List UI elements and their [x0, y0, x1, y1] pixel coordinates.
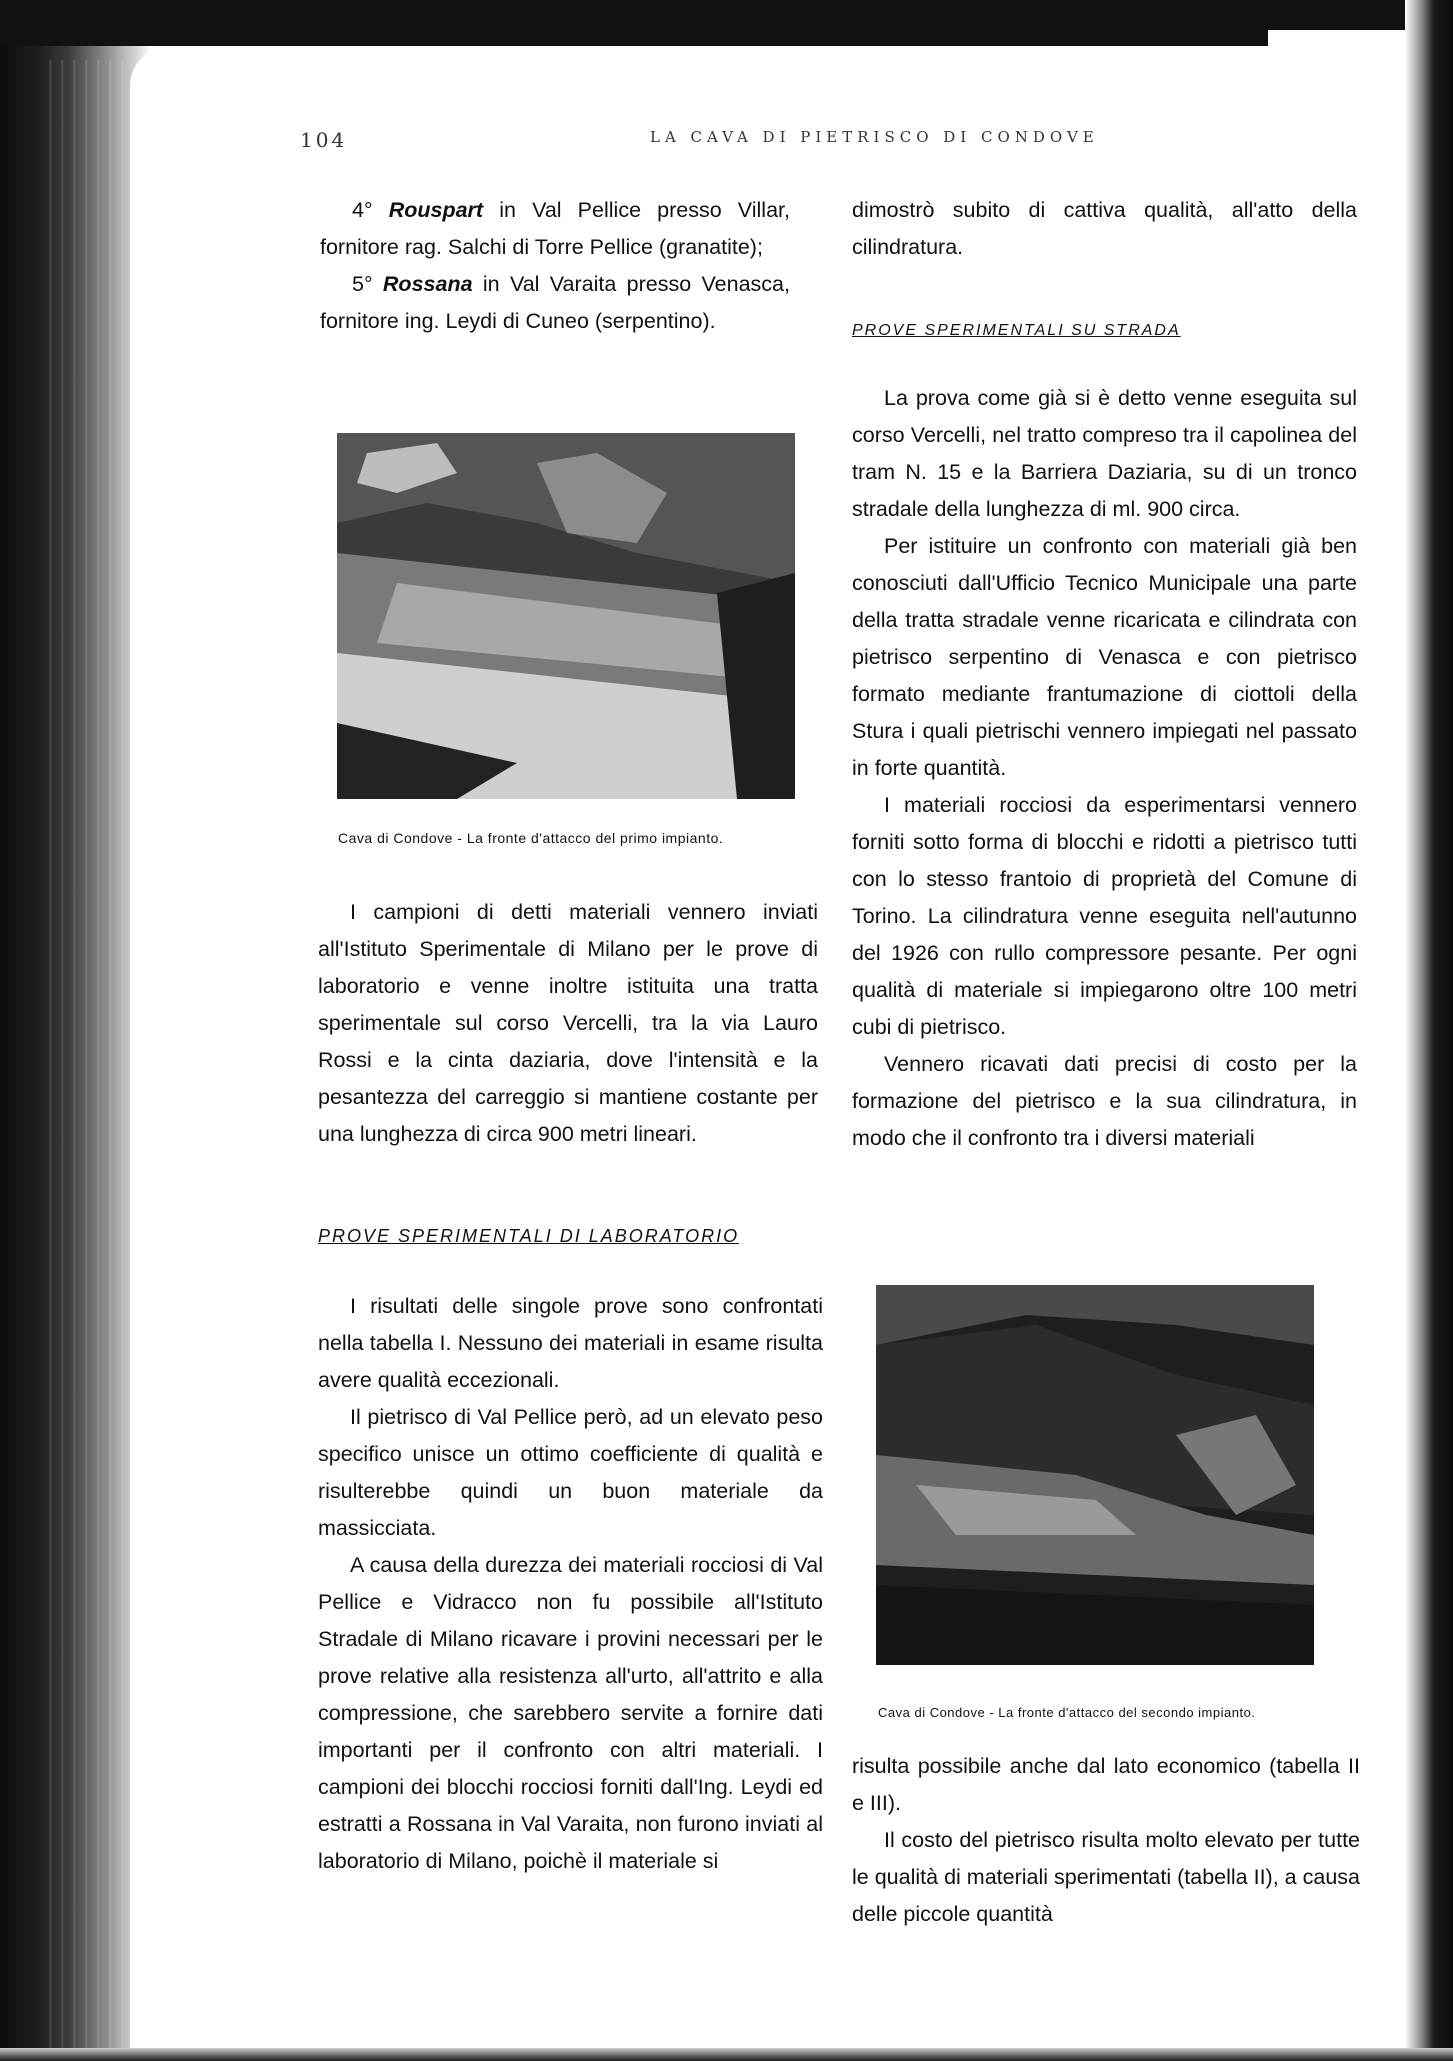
list-text: in Val Pellice presso Villar, fornitore rag. Salchi di Torre Pellice (granatite); [320, 198, 790, 259]
list-number: 5° [352, 272, 373, 296]
list-text: in Val Varaita presso Venasca, fornitore ing. Leydi di Cuneo (serpentino). [320, 272, 790, 333]
list-item-4 [320, 192, 790, 266]
quarry-photo-image [876, 1285, 1314, 1665]
paragraph: I campioni di detti materiali vennero inviati all'Istituto Sperimentale di Milano per le prove di laboratorio e venne inoltre istituita una tratta sperimentale sul corso Vercelli, tra la via Lauro Rossi e la cinta daziaria, dove l'intensità e la pesantezza del carreggio si mantiene costante per una lunghezza di circa 900 metri lineari. [318, 900, 818, 1146]
paragraph: La prova come già si è detto venne eseguita sul corso Vercelli, nel tratto compreso tra il capolinea del tram N. 15 e la Barriera Daziaria, su di un tronco stradale della lunghezza di ml. 900 circa. [852, 386, 1357, 521]
running-title: LA CAVA DI PIETRISCO DI CONDOVE [650, 128, 1099, 146]
section-heading-road: PROVE SPERIMENTALI SU STRADA [852, 322, 1181, 339]
paragraph: I risultati delle singole prove sono confrontati nella tabella I. Nessuno dei materiali in esame risulta avere qualità eccezionali. [318, 1294, 823, 1392]
list-number: 4° [352, 198, 373, 222]
quarry-name: Rossana [382, 272, 473, 296]
figure2-caption: Cava di Condove - La fronte d'attacco del secondo impianto. [878, 1705, 1256, 1720]
paragraph: Vennero ricavati dati precisi di costo per la formazione del pietrisco e la sua cilindratura, in modo che il confronto tra i diversi materiali [852, 1052, 1357, 1150]
left-column-top [320, 192, 790, 340]
paragraph: risulta possibile anche dal lato economico (tabella II e III). [852, 1754, 1360, 1815]
left-column-bottom [318, 1288, 823, 1880]
list-item-5 [320, 266, 790, 340]
binding-stripes [40, 60, 130, 2050]
right-column-bottom [852, 1748, 1360, 1933]
paragraph: Il pietrisco di Val Pellice però, ad un elevato peso specifico unisce un ottimo coefficiente di qualità e risulterebbe quindi un buon materiale da massicciata. [318, 1405, 823, 1540]
quarry-photo-first-plant [337, 433, 795, 799]
quarry-name: Rouspart [388, 198, 484, 222]
page-number: 104 [300, 128, 348, 152]
paragraph: dimostrò subito di cattiva qualità, all'atto della cilindratura. [852, 198, 1357, 259]
quarry-photo-image [337, 433, 795, 799]
paragraph: A causa della durezza dei materiali rocciosi di Val Pellice e Vidracco non fu possibile all'Istituto Stradale di Milano ricavare i provini necessari per le prove relative alla resistenza all'urto, all'attrito e alla compressione, che sarebbero servite a fornire dati importanti per il confronto con altri materiali. I campioni dei blocchi rocciosi forniti dall'Ing. Leydi ed estratti a Rossana in Val Varaita, non furono inviati al laboratorio di Milano, poichè il materiale si [318, 1553, 823, 1873]
paragraph: Il costo del pietrisco risulta molto elevato per tutte le qualità di materiali sperimentati (tabella II), a causa delle piccole quantità [852, 1828, 1360, 1926]
scan-edge-bottom [0, 2048, 1453, 2061]
scan-edge-top [0, 0, 1268, 46]
section-heading-laboratory: PROVE SPERIMENTALI DI LABORATORIO [318, 1226, 740, 1246]
paragraph: Per istituire un confronto con materiali già ben conosciuti dall'Ufficio Tecnico Municipale una parte della tratta stradale venne ricaricata e cilindrata con pietrisco serpentino di Venasca e con pietrisco formato mediante frantumazione di ciottoli della Stura i quali pietrischi vennero impiegati nel passato in forte quantità. [852, 534, 1357, 780]
scan-edge-right [1405, 0, 1453, 2061]
left-column-middle [318, 894, 818, 1153]
figure1-caption: Cava di Condove - La fronte d'attacco del primo impianto. [338, 830, 724, 846]
quarry-photo-second-plant [876, 1285, 1314, 1665]
right-column-top [852, 192, 1357, 266]
paragraph: I materiali rocciosi da esperimentarsi vennero forniti sotto forma di blocchi e ridotti a pietrisco tutti con lo stesso frantoio di proprietà del Comune di Torino. La cilindratura venne eseguita nell'autunno del 1926 con rullo compressore pesante. Per ogni qualità di materiale si impiegarono oltre 100 metri cubi di pietrisco. [852, 793, 1357, 1039]
right-column-middle [852, 380, 1357, 1157]
